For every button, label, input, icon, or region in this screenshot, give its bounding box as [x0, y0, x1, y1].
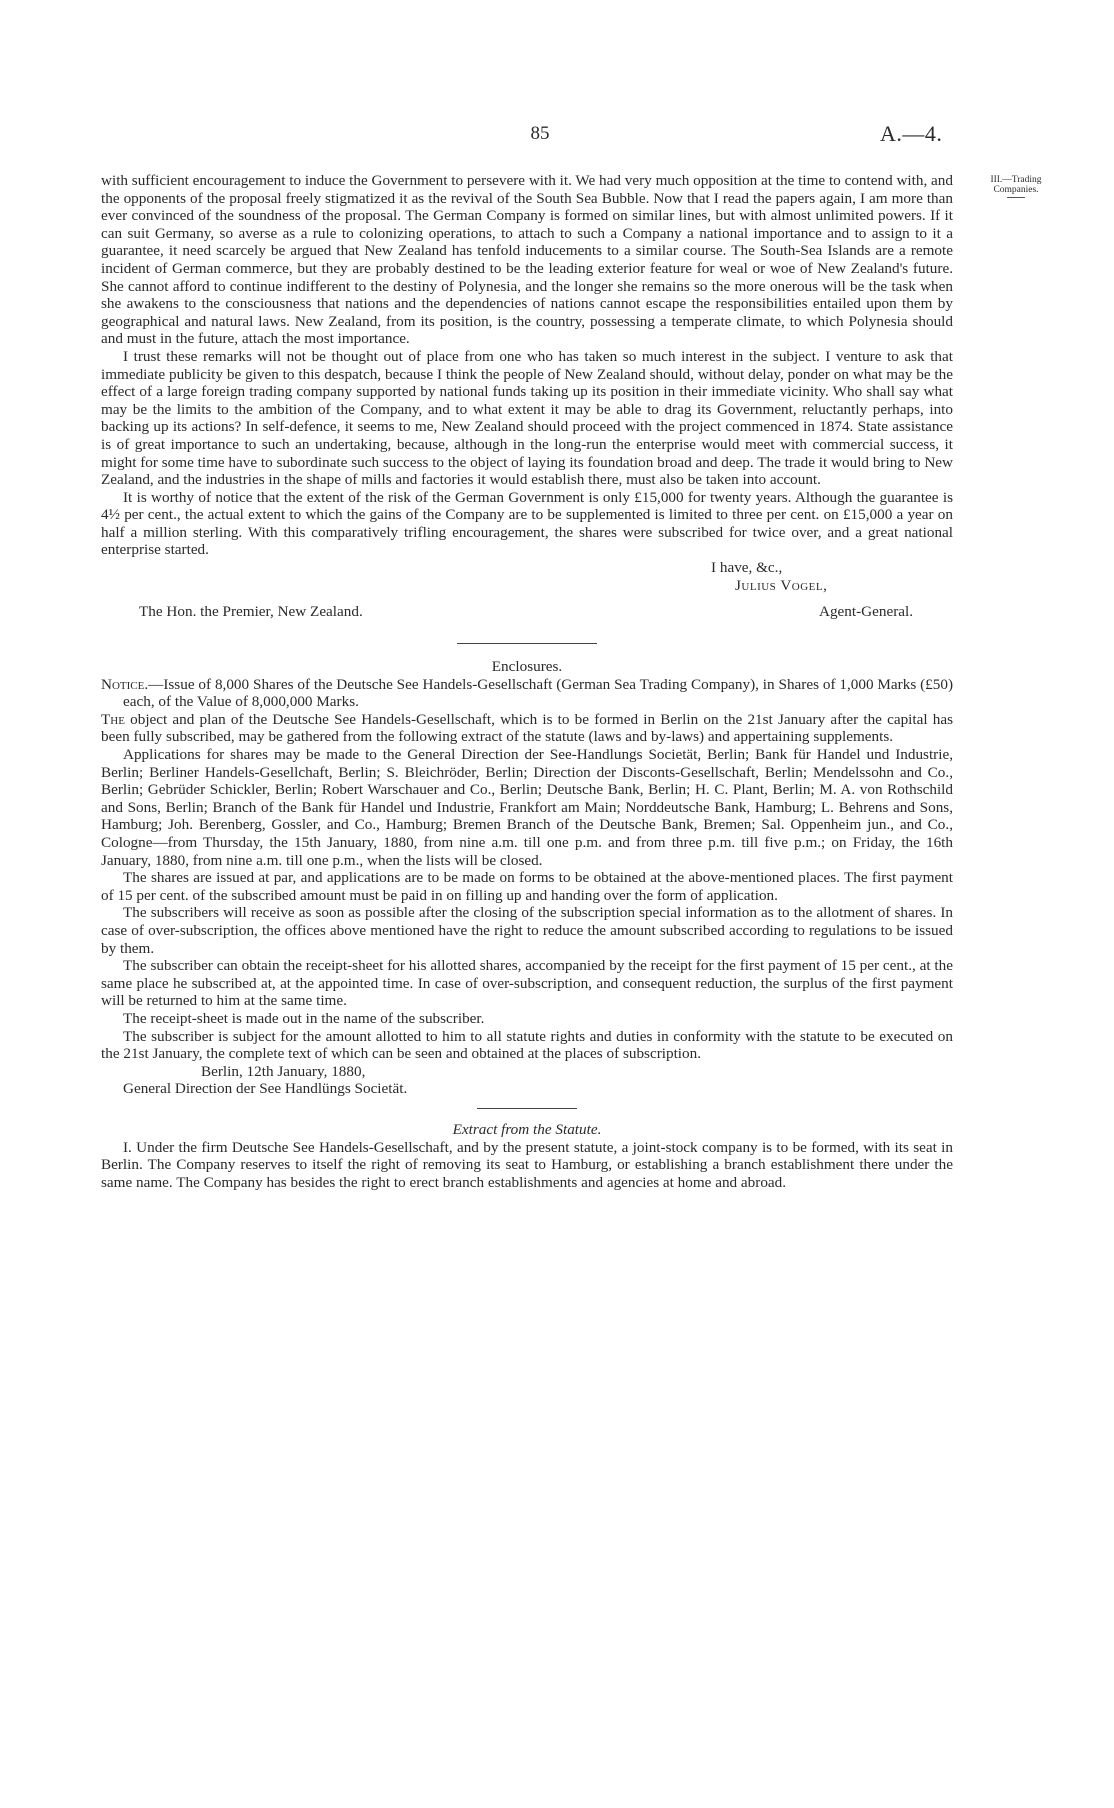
section-divider	[457, 643, 597, 644]
enclosure-org-line: General Direction der See Handlüngs Societät.	[123, 1080, 408, 1098]
enclosure-paragraph-5: The subscriber can obtain the receipt-sheet for his allotted shares, accompanied by the receipt for the first payment of 15 per cent., at the same place he subscribed at, at the appointed time. In case of over-subscription, and consequent reduction, the surplus of the first payment will be returned to him at the same time.	[101, 957, 953, 1010]
letter-paragraph-1: with sufficient encouragement to induce the Government to persevere with it. We had very much opposition at the time to contend with, and the opponents of the proposal freely stigmatized it as the revival of the South Sea Bubble. Now that I read the papers again, I am more than ever convinced of the soundness of the proposal. The German Company is formed on similar lines, but with almost unlimited powers. If it can suit Germany, so averse as a rule to colonizing operations, to attach to such a Company a national importance and to assign to it a guarantee, it need scarcely be argued that New Zealand has tenfold inducements to a similar course. The South-Sea Islands are a remote incident of German commerce, but they are probably destined to be the leading exterior feature for weal or woe of New Zealand's future. She cannot afford to continue indifferent to the destiny of Polynesia, and the longer she remains so the more onerous will be the task when she awakens to the consciousness that nations and the dependencies of nations cannot escape the responsibilities entailed upon them by geographical and natural laws. New Zealand, from its position, is the country, possessing a temperate climate, to which Polynesia should and must in the future, attach the most importance.	[101, 172, 953, 348]
letter-closing: I have, &c.,	[711, 559, 783, 577]
notice-text: —Issue of 8,000 Shares of the Deutsche See Handels-Gesellschaft (German Sea Trading Company), in Shares of 1,000 Marks (£50) each, of the Value of 8,000,000 Marks.	[123, 675, 953, 711]
margin-note	[968, 175, 1064, 198]
enclosure-paragraph-1	[101, 711, 953, 746]
notice-paragraph	[101, 676, 953, 711]
document-body	[101, 172, 953, 1191]
signature-block	[101, 559, 953, 595]
page-number: 85	[530, 123, 550, 144]
margin-note-line2: Companies.	[993, 185, 1039, 195]
enclosure-paragraph-2: Applications for shares may be made to the General Direction der See-Handlungs Societät, Berlin; Bank für Handel und Industrie, Berlin; Berliner Handels-Gesellchaft, Berlin; S. Bleichröder, Berlin; Direction der Disconts-Gesellschaft, Berlin; Mendelssohn and Co., Berlin; Gebrüder Schickler, Berlin; Robert Warschauer and Co., Berlin; Deutsche Bank, Berlin; H. C. Plant, Berlin; M. A. von Rothschild and Sons, Berlin; Branch of the Bank für Handel und Industrie, Frankfort am Main; Norddeutsche Bank, Hamburg; L. Behrens and Sons, Hamburg; Joh. Berenberg, Gossler, and Co., Hamburg; Bremen Branch of the Deutsche Bank, Bremen; Sal. Oppenheim jun., and Co., Cologne—from Thursday, the 15th January, 1880, from nine a.m. till one p.m. and from three p.m. till five p.m.; on Friday, the 16th January, 1880, from nine a.m. till one p.m., when the lists will be closed.	[101, 746, 953, 869]
enclosure-paragraph-4: The subscribers will receive as soon as possible after the closing of the subscription special information as to the allotment of shares. In case of over-subscription, the offices above mentioned have the right to reduce the amount subscribed according to regulations to be issued by them.	[101, 904, 953, 957]
enclosure-date-line: Berlin, 12th January, 1880,	[201, 1062, 366, 1080]
margin-note-line1: III.—Trading	[990, 175, 1042, 185]
notice-label: Notice.	[101, 675, 149, 693]
enclosure-paragraph-6: The receipt-sheet is made out in the name of the subscriber.	[123, 1009, 485, 1027]
letter-paragraph-2: I trust these remarks will not be thought out of place from one who has taken so much interest in the subject. I venture to ask that immediate publicity be given to this despatch, because I think the people of New Zealand should, without delay, ponder on what may be the effect of a large foreign trading company supported by national funds taking up its position in their immediate vicinity. Who shall say what may be the limits to the ambition of the Company, and to what extent it may be able to drag its Government, reluctantly perhaps, into backing up its actions? In self-defence, it seems to me, New Zealand should proceed with the project commenced in 1874. State assistance is of great importance to such an undertaking, because, although in the long-run the enterprise would meet with commercial success, it might for some time have to subordinate such success to the object of laying its foundation broad and deep. The trade it would bring to New Zealand, and the industries in the shape of mills and factories it would establish there, must also be taken into account.	[101, 347, 953, 489]
enclosure-lead-word: The	[101, 710, 125, 728]
statute-divider	[477, 1108, 577, 1109]
addressee-row	[101, 603, 953, 625]
signer-office: Agent-General.	[819, 603, 914, 621]
enclosure-paragraph-1-text: object and plan of the Deutsche See Handels-Gesellschaft, which is to be formed in Berlin on the 21st January after the capital has been fully subscribed, may be gathered from the following extract of the statute (laws and by-laws) and appertaining supplements.	[101, 710, 953, 746]
enclosures-heading: Enclosures.	[491, 658, 563, 676]
enclosure-paragraph-7: The subscriber is subject for the amount allotted to him to all statute rights and duties in conformity with the statute to be executed on the 21st January, the complete text of which can be seen and obtained at the places of subscription.	[101, 1027, 953, 1063]
letter-signer: Julius Vogel,	[735, 577, 828, 595]
margin-note-dash	[1007, 197, 1025, 198]
letter-addressee: The Hon. the Premier, New Zealand.	[139, 603, 363, 621]
series-code: A.—4.	[880, 121, 943, 146]
statute-paragraph-1: I. Under the firm Deutsche See Handels-Gesellschaft, and by the present statute, a joint-stock company is to be formed, with its seat in Berlin. The Company reserves to itself the right of removing its seat to Hamburg, or establishing a branch establishment there under the same name. The Company has besides the right to erect branch establishments and agencies at home and abroad.	[101, 1138, 953, 1191]
statute-heading: Extract from the Statute.	[452, 1120, 602, 1138]
enclosure-paragraph-3: The shares are issued at par, and applications are to be made on forms to be obtained at the above-mentioned places. The first payment of 15 per cent. of the subscribed amount must be paid in on filling up and handing over the form of application.	[101, 869, 953, 904]
letter-paragraph-3: It is worthy of notice that the extent of the risk of the German Government is only £15,000 for twenty years. Although the guarantee is 4½ per cent., the actual extent to which the gains of the Company are to be supplemented is limited to three per cent. on £15,000 a year on half a million sterling. With this comparatively trifling encouragement, the shares were subscribed for twice over, and a great national enterprise started.	[101, 488, 953, 559]
